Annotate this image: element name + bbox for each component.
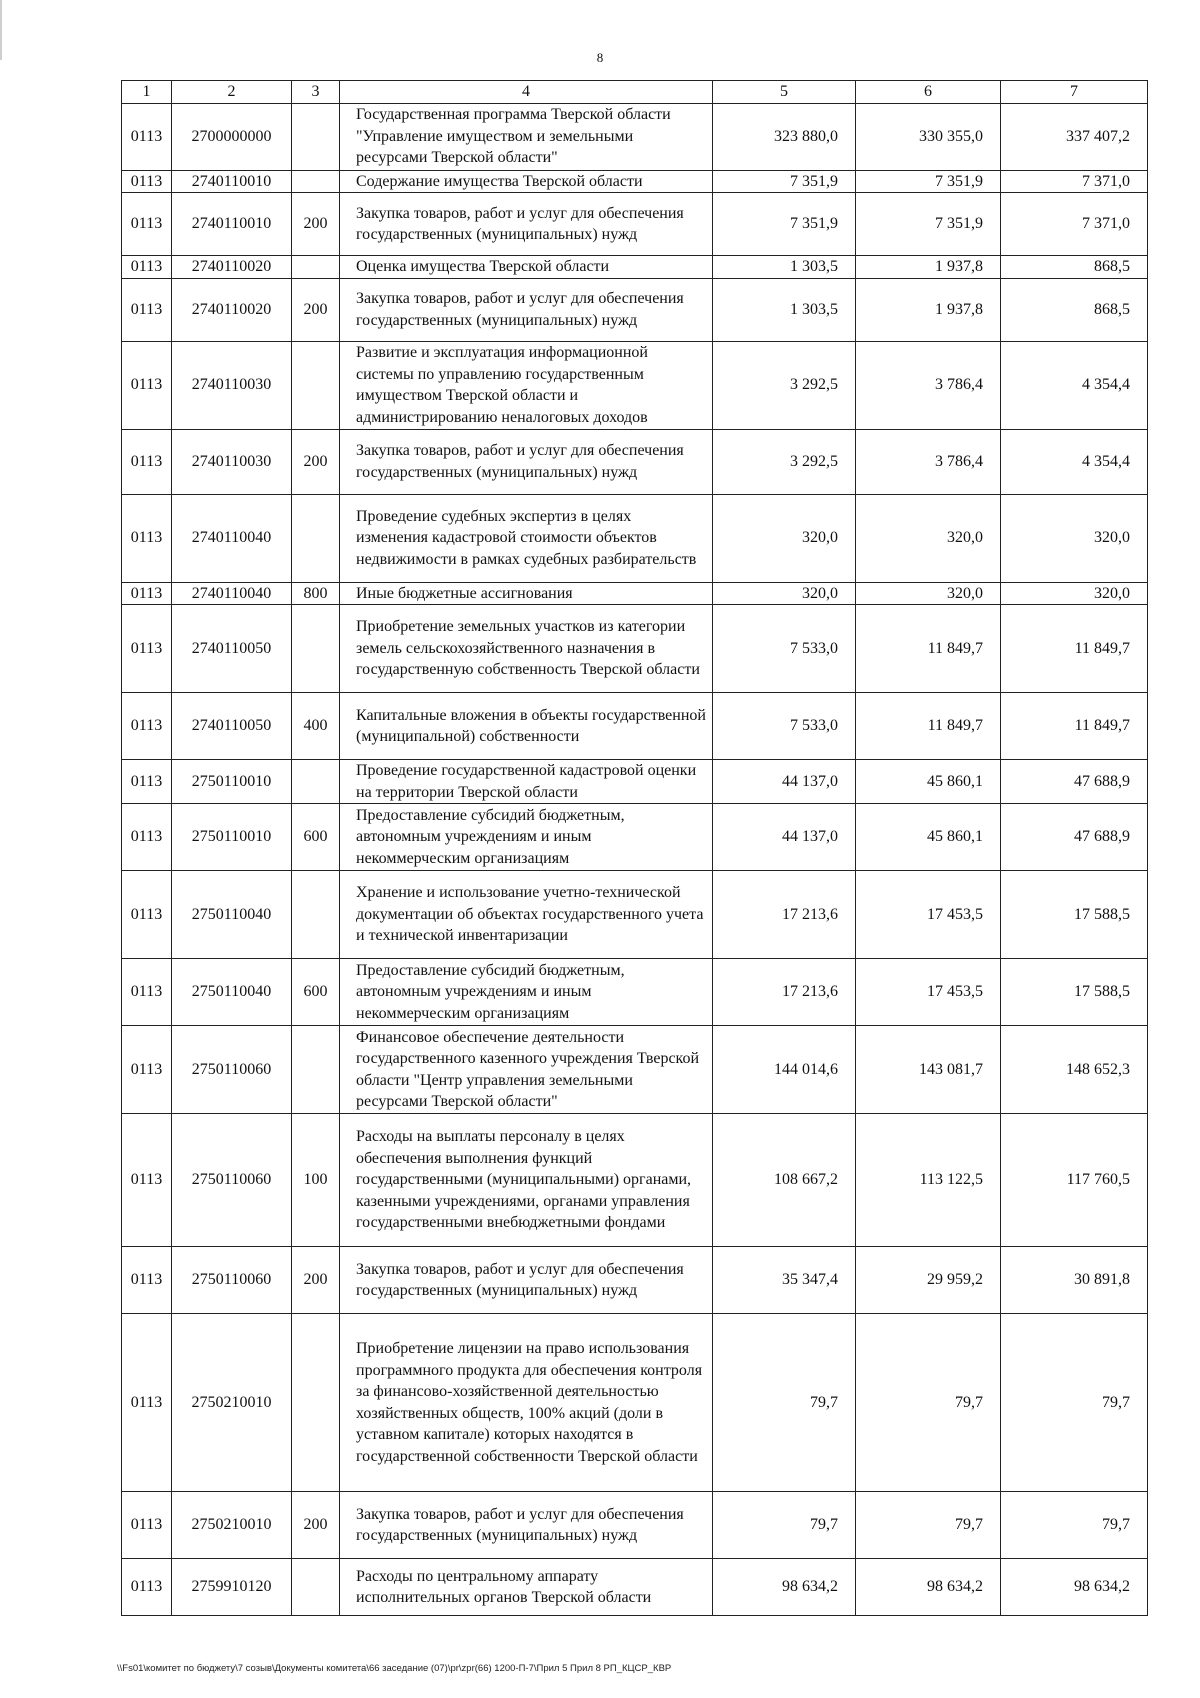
header-col-4: 4 — [340, 81, 713, 104]
cell-amount-col7: 4 354,4 — [1001, 429, 1148, 494]
cell-target-code: 2750110060 — [172, 1026, 292, 1114]
cell-section: 0113 — [122, 959, 172, 1026]
cell-amount-col7: 117 760,5 — [1001, 1114, 1148, 1247]
cell-expense-type — [292, 605, 340, 693]
cell-section: 0113 — [122, 1314, 172, 1492]
cell-expense-type: 100 — [292, 1114, 340, 1247]
header-row — [122, 81, 1148, 104]
cell-amount-col7: 868,5 — [1001, 278, 1148, 341]
cell-section: 0113 — [122, 760, 172, 804]
cell-amount-col5: 79,7 — [713, 1314, 856, 1492]
cell-target-code: 2740110030 — [172, 429, 292, 494]
cell-section: 0113 — [122, 605, 172, 693]
cell-target-code: 2740110010 — [172, 193, 292, 256]
cell-amount-col7: 4 354,4 — [1001, 341, 1148, 429]
cell-description: Государственная программа Тверской области "Управление имуществом и земельными ресурсами Тверской области" — [340, 103, 713, 170]
table-row — [122, 1114, 1148, 1247]
table-row — [122, 103, 1148, 170]
header-col-6: 6 — [856, 81, 1001, 104]
cell-amount-col7: 7 371,0 — [1001, 193, 1148, 256]
table-row — [122, 170, 1148, 193]
cell-amount-col6: 1 937,8 — [856, 256, 1001, 279]
cell-amount-col7: 98 634,2 — [1001, 1559, 1148, 1616]
cell-amount-col7: 11 849,7 — [1001, 605, 1148, 693]
cell-expense-type: 200 — [292, 278, 340, 341]
header-col-7: 7 — [1001, 81, 1148, 104]
cell-amount-col7: 11 849,7 — [1001, 693, 1148, 760]
cell-amount-col6: 11 849,7 — [856, 605, 1001, 693]
cell-target-code: 2750210010 — [172, 1492, 292, 1559]
cell-amount-col7: 79,7 — [1001, 1492, 1148, 1559]
cell-amount-col5: 35 347,4 — [713, 1247, 856, 1314]
cell-description: Закупка товаров, работ и услуг для обеспечения государственных (муниципальных) нужд — [340, 1492, 713, 1559]
cell-section: 0113 — [122, 170, 172, 193]
cell-expense-type: 200 — [292, 429, 340, 494]
table-body — [122, 103, 1148, 1616]
cell-target-code: 2750110040 — [172, 959, 292, 1026]
cell-amount-col5: 44 137,0 — [713, 804, 856, 871]
cell-amount-col6: 45 860,1 — [856, 760, 1001, 804]
cell-amount-col6: 17 453,5 — [856, 959, 1001, 1026]
table-row — [122, 1314, 1148, 1492]
cell-target-code: 2740110030 — [172, 341, 292, 429]
budget-table — [121, 80, 1148, 1616]
cell-expense-type: 600 — [292, 959, 340, 1026]
cell-amount-col6: 7 351,9 — [856, 193, 1001, 256]
cell-section: 0113 — [122, 804, 172, 871]
table-row — [122, 1559, 1148, 1616]
cell-amount-col6: 17 453,5 — [856, 871, 1001, 959]
table-row — [122, 1026, 1148, 1114]
cell-amount-col6: 79,7 — [856, 1314, 1001, 1492]
cell-amount-col5: 108 667,2 — [713, 1114, 856, 1247]
table-row — [122, 959, 1148, 1026]
cell-amount-col5: 44 137,0 — [713, 760, 856, 804]
cell-target-code: 2740110010 — [172, 170, 292, 193]
cell-target-code: 2750110040 — [172, 871, 292, 959]
table-row — [122, 760, 1148, 804]
cell-amount-col5: 1 303,5 — [713, 278, 856, 341]
cell-description: Приобретение лицензии на право использования программного продукта для обеспечения контроля за финансово-хозяйственной деятельностью хозяйственных обществ, 100% акций (доли в уставном капитале) которых находятся в государственной собственности Тверской области — [340, 1314, 713, 1492]
cell-section: 0113 — [122, 693, 172, 760]
cell-amount-col7: 79,7 — [1001, 1314, 1148, 1492]
cell-description: Приобретение земельных участков из категории земель сельскохозяйственного назначения в государственную собственность Тверской области — [340, 605, 713, 693]
cell-description: Предоставление субсидий бюджетным, автономным учреждениям и иным некоммерческим организациям — [340, 804, 713, 871]
cell-amount-col7: 148 652,3 — [1001, 1026, 1148, 1114]
cell-amount-col5: 320,0 — [713, 582, 856, 605]
table-row — [122, 494, 1148, 582]
cell-section: 0113 — [122, 1026, 172, 1114]
cell-description: Закупка товаров, работ и услуг для обеспечения государственных (муниципальных) нужд — [340, 1247, 713, 1314]
cell-amount-col5: 7 351,9 — [713, 193, 856, 256]
cell-target-code: 2740110050 — [172, 693, 292, 760]
cell-amount-col5: 7 351,9 — [713, 170, 856, 193]
cell-amount-col5: 17 213,6 — [713, 871, 856, 959]
header-col-2: 2 — [172, 81, 292, 104]
cell-section: 0113 — [122, 278, 172, 341]
cell-amount-col6: 29 959,2 — [856, 1247, 1001, 1314]
cell-amount-col7: 17 588,5 — [1001, 871, 1148, 959]
cell-amount-col6: 1 937,8 — [856, 278, 1001, 341]
cell-amount-col5: 144 014,6 — [713, 1026, 856, 1114]
table-row — [122, 256, 1148, 279]
cell-description: Закупка товаров, работ и услуг для обеспечения государственных (муниципальных) нужд — [340, 193, 713, 256]
header-col-1: 1 — [122, 81, 172, 104]
table-row — [122, 605, 1148, 693]
cell-section: 0113 — [122, 1247, 172, 1314]
cell-expense-type — [292, 341, 340, 429]
cell-amount-col5: 17 213,6 — [713, 959, 856, 1026]
cell-section: 0113 — [122, 103, 172, 170]
cell-amount-col6: 45 860,1 — [856, 804, 1001, 871]
cell-amount-col7: 320,0 — [1001, 582, 1148, 605]
header-col-3: 3 — [292, 81, 340, 104]
cell-expense-type — [292, 494, 340, 582]
table-row — [122, 429, 1148, 494]
cell-amount-col6: 143 081,7 — [856, 1026, 1001, 1114]
cell-description: Развитие и эксплуатация информационной системы по управлению государственным имуществом Тверской области и администрированию неналоговых доходов — [340, 341, 713, 429]
cell-target-code: 2740110020 — [172, 256, 292, 279]
cell-amount-col7: 337 407,2 — [1001, 103, 1148, 170]
cell-amount-col6: 3 786,4 — [856, 429, 1001, 494]
cell-description: Проведение судебных экспертиз в целях изменения кадастровой стоимости объектов недвижимости в рамках судебных разбирательств — [340, 494, 713, 582]
cell-amount-col6: 3 786,4 — [856, 341, 1001, 429]
cell-section: 0113 — [122, 1492, 172, 1559]
cell-expense-type — [292, 256, 340, 279]
cell-target-code: 2759910120 — [172, 1559, 292, 1616]
cell-amount-col5: 1 303,5 — [713, 256, 856, 279]
cell-section: 0113 — [122, 429, 172, 494]
page-number: 8 — [596, 50, 604, 65]
table-row — [122, 341, 1148, 429]
cell-expense-type: 200 — [292, 1492, 340, 1559]
cell-expense-type — [292, 170, 340, 193]
cell-expense-type — [292, 1559, 340, 1616]
cell-amount-col5: 7 533,0 — [713, 693, 856, 760]
cell-description: Закупка товаров, работ и услуг для обеспечения государственных (муниципальных) нужд — [340, 429, 713, 494]
cell-amount-col6: 79,7 — [856, 1492, 1001, 1559]
table-row — [122, 871, 1148, 959]
cell-expense-type — [292, 1314, 340, 1492]
file-path-footer: \\Fs01\комитет по бюджету\7 созыв\Документы комитета\66 заседание (07)\pr\zpr(66) 1200-П-7\Прил 5 Прил 8 РП_КЦСР_КВР — [117, 1663, 672, 1674]
cell-expense-type: 400 — [292, 693, 340, 760]
cell-expense-type: 200 — [292, 1247, 340, 1314]
cell-amount-col7: 7 371,0 — [1001, 170, 1148, 193]
table-row — [122, 804, 1148, 871]
cell-section: 0113 — [122, 582, 172, 605]
cell-description: Проведение государственной кадастровой оценки на территории Тверской области — [340, 760, 713, 804]
cell-section: 0113 — [122, 1559, 172, 1616]
cell-target-code: 2750110060 — [172, 1114, 292, 1247]
cell-section: 0113 — [122, 193, 172, 256]
cell-amount-col7: 30 891,8 — [1001, 1247, 1148, 1314]
table-row — [122, 582, 1148, 605]
cell-target-code: 2750210010 — [172, 1314, 292, 1492]
cell-amount-col5: 3 292,5 — [713, 341, 856, 429]
cell-amount-col5: 79,7 — [713, 1492, 856, 1559]
cell-section: 0113 — [122, 1114, 172, 1247]
table-header — [122, 81, 1148, 104]
cell-amount-col7: 47 688,9 — [1001, 760, 1148, 804]
cell-section: 0113 — [122, 494, 172, 582]
cell-expense-type — [292, 103, 340, 170]
cell-section: 0113 — [122, 256, 172, 279]
table-row — [122, 1247, 1148, 1314]
cell-target-code: 2740110050 — [172, 605, 292, 693]
cell-amount-col6: 320,0 — [856, 494, 1001, 582]
cell-section: 0113 — [122, 341, 172, 429]
cell-expense-type: 600 — [292, 804, 340, 871]
cell-description: Закупка товаров, работ и услуг для обеспечения государственных (муниципальных) нужд — [340, 278, 713, 341]
header-col-5: 5 — [713, 81, 856, 104]
cell-description: Иные бюджетные ассигнования — [340, 582, 713, 605]
cell-expense-type — [292, 1026, 340, 1114]
cell-amount-col5: 320,0 — [713, 494, 856, 582]
cell-amount-col6: 330 355,0 — [856, 103, 1001, 170]
table-row — [122, 278, 1148, 341]
table-row — [122, 193, 1148, 256]
cell-amount-col7: 868,5 — [1001, 256, 1148, 279]
cell-amount-col6: 98 634,2 — [856, 1559, 1001, 1616]
cell-description: Предоставление субсидий бюджетным, автономным учреждениям и иным некоммерческим организациям — [340, 959, 713, 1026]
cell-description: Расходы на выплаты персоналу в целях обеспечения выполнения функций государственными (муниципальными) органами, казенными учреждениями, органами управления государственными внебюджетными фондами — [340, 1114, 713, 1247]
cell-description: Содержание имущества Тверской области — [340, 170, 713, 193]
cell-expense-type: 800 — [292, 582, 340, 605]
cell-target-code: 2750110060 — [172, 1247, 292, 1314]
table-row — [122, 693, 1148, 760]
cell-target-code: 2700000000 — [172, 103, 292, 170]
cell-target-code: 2740110040 — [172, 494, 292, 582]
cell-target-code: 2740110020 — [172, 278, 292, 341]
cell-amount-col6: 320,0 — [856, 582, 1001, 605]
cell-amount-col5: 7 533,0 — [713, 605, 856, 693]
cell-amount-col7: 17 588,5 — [1001, 959, 1148, 1026]
cell-amount-col7: 320,0 — [1001, 494, 1148, 582]
cell-target-code: 2740110040 — [172, 582, 292, 605]
cell-amount-col7: 47 688,9 — [1001, 804, 1148, 871]
cell-expense-type: 200 — [292, 193, 340, 256]
cell-amount-col6: 11 849,7 — [856, 693, 1001, 760]
cell-target-code: 2750110010 — [172, 760, 292, 804]
cell-expense-type — [292, 760, 340, 804]
cell-amount-col5: 98 634,2 — [713, 1559, 856, 1616]
cell-description: Финансовое обеспечение деятельности государственного казенного учреждения Тверской области "Центр управления земельными ресурсами Тверской области" — [340, 1026, 713, 1114]
cell-amount-col6: 113 122,5 — [856, 1114, 1001, 1247]
cell-description: Оценка имущества Тверской области — [340, 256, 713, 279]
cell-amount-col5: 323 880,0 — [713, 103, 856, 170]
cell-description: Капитальные вложения в объекты государственной (муниципальной) собственности — [340, 693, 713, 760]
cell-amount-col6: 7 351,9 — [856, 170, 1001, 193]
cell-description: Хранение и использование учетно-технической документации об объектах государственного учета и технической инвентаризации — [340, 871, 713, 959]
cell-section: 0113 — [122, 871, 172, 959]
cell-amount-col5: 3 292,5 — [713, 429, 856, 494]
table-row — [122, 1492, 1148, 1559]
cell-expense-type — [292, 871, 340, 959]
cell-target-code: 2750110010 — [172, 804, 292, 871]
cell-description: Расходы по центральному аппарату исполнительных органов Тверской области — [340, 1559, 713, 1616]
